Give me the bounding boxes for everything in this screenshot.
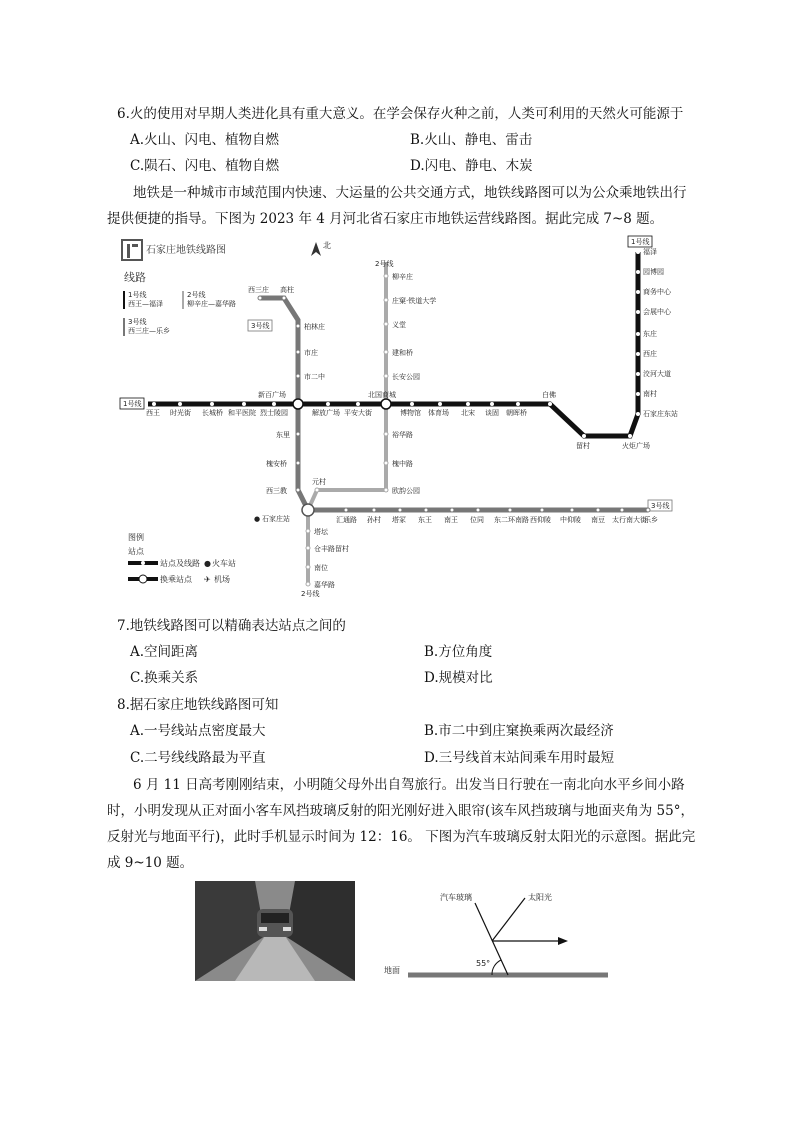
tag-line1-right: 1号线: [631, 238, 650, 246]
station-cangfengluliucun: 仓丰路留村: [314, 545, 349, 553]
legend-airport: 机场: [214, 575, 230, 584]
station-yitang: 义堂: [392, 321, 406, 329]
q8-option-b[interactable]: B.市二中到庄窠换乘两次最经济: [424, 723, 614, 739]
legend-line1-route: 西王—福泽: [128, 300, 163, 308]
q7-option-d[interactable]: D.规模对比: [424, 670, 493, 686]
legend-station: 站点: [128, 547, 144, 556]
station-beiguoshangcheng: 北国商城: [368, 391, 396, 399]
station-xisanzhuang: 西三庄: [248, 286, 269, 294]
station-yuhualu: 裕华路: [392, 431, 413, 439]
station-gaozhu: 高柱: [280, 286, 294, 294]
legend-line1-name: 1号线: [128, 291, 147, 299]
station-pinganstreet: 平安大街: [344, 409, 372, 417]
station-huojuguangchang: 火炬广场: [622, 442, 650, 450]
reflection-diagram: [380, 883, 620, 983]
station-liucun: 留村: [576, 442, 590, 450]
station-yuancun: 元村: [312, 478, 326, 486]
station-shijiazhuangdong: 石家庄东站: [643, 410, 678, 418]
legend-train-station: 火车站: [212, 559, 236, 568]
station-ouyungongyuan: 欧韵公园: [392, 487, 420, 495]
station-jiefangguangchang: 解放广场: [312, 409, 340, 417]
station-tazhong: 塔冢: [392, 516, 406, 524]
q7-option-b[interactable]: B.方位角度: [424, 644, 493, 660]
station-huizhanzhongxin: 会展中心: [643, 308, 671, 316]
north-label: 北: [323, 241, 331, 250]
q6-stem: 6.火的使用对早期人类进化具有重大意义。在学会保存火种之前，人类可利用的天然火可能源于: [117, 106, 684, 122]
label-glass: 汽车玻璃: [440, 893, 472, 902]
station-xisanjiao: 西三教: [266, 487, 287, 495]
label-sunlight: 太阳光: [528, 893, 552, 902]
station-xiaohedadao: 洨河大道: [643, 370, 671, 378]
sunlight-ray: [492, 898, 525, 941]
station-huaianqiao: 槐安桥: [266, 460, 287, 468]
station-yuanboyuan: 园博园: [643, 268, 664, 276]
legend-line3-route: 西三庄—乐乡: [128, 327, 170, 335]
subway-map: [118, 234, 678, 604]
station-nanwang: 南王: [444, 516, 458, 524]
station-shiguangjie: 时光街: [170, 409, 191, 417]
station-huitonglu: 汇通路: [336, 516, 357, 524]
airport-icon: ✈: [204, 575, 211, 584]
north-arrow-icon: [311, 242, 321, 256]
station-taihangnandajie: 太行南大街: [612, 516, 647, 524]
station-tiyuchang: 体育场: [428, 409, 449, 417]
car-photo: [195, 881, 355, 981]
station-dongli: 东里: [276, 431, 290, 439]
station-baifo: 白佛: [542, 391, 556, 399]
map-logo-icon: [122, 240, 142, 260]
legend-transfer: 换乘站点: [160, 575, 192, 584]
station-xiwang: 西王: [146, 409, 160, 417]
station-bowuguan: 博物馆: [400, 409, 421, 417]
tag-line2-top: 2号线: [375, 260, 394, 268]
map-title: 石家庄地铁线路图: [146, 245, 226, 256]
station-shijiazhuangzhan: 石家庄站: [262, 515, 290, 523]
station-dongwang: 东王: [418, 516, 432, 524]
legend-line2-route: 柳辛庄—嘉华路: [187, 300, 236, 308]
lines-heading: 线路: [124, 271, 146, 284]
station-dongzhuang: 东庄: [643, 330, 657, 338]
station-lieshilingyuan: 烈士陵园: [260, 409, 288, 417]
q6-option-c[interactable]: C.陨石、闪电、植物自燃: [130, 158, 280, 174]
q6-option-d[interactable]: D.闪电、静电、木炭: [410, 158, 533, 174]
station-hepingyiyuan: 和平医院: [228, 409, 256, 417]
station-xinbaiguangchang: 新百广场: [258, 391, 286, 399]
station-zhuangke: 庄窠·铁道大学: [392, 297, 437, 305]
legend-line3-name: 3号线: [128, 318, 147, 326]
tag-line2-bottom: 2号线: [301, 590, 320, 598]
q8-option-c[interactable]: C.二号线线路最为平直: [130, 750, 266, 766]
station-chaohuiqiao: 朝晖桥: [506, 409, 527, 417]
transfer-xinbai: [293, 399, 303, 409]
line2-stations: [306, 272, 436, 589]
station-suncun: 孙村: [367, 516, 381, 524]
q8-option-a[interactable]: A.一号线站点密度最大: [130, 723, 266, 739]
label-angle: 55°: [476, 959, 491, 968]
station-tangu: 谈固: [485, 409, 499, 417]
station-shierzhong: 市二中: [304, 373, 325, 381]
station-tatan: 塔坛: [314, 528, 328, 536]
legend-line2-name: 2号线: [187, 291, 206, 299]
station-jianheqiao: 建和桥: [392, 349, 413, 357]
q8-option-d[interactable]: D.三号线首末站间乘车用时最短: [424, 750, 615, 766]
q6-option-b[interactable]: B.火山、静电、雷击: [410, 132, 533, 148]
station-nandou: 南豆: [591, 516, 605, 524]
arrow-head-icon: [558, 937, 568, 945]
station-xiyangling: 西仰陵: [530, 516, 551, 524]
station-changangongyuan: 长安公园: [392, 373, 420, 381]
legend-heading: 图例: [128, 533, 144, 542]
train-station-icon: ●: [254, 515, 261, 523]
station-weitong: 位同: [470, 516, 484, 524]
station-zhongyangling: 中仰陵: [560, 516, 581, 524]
sun-intro: 6 月 11 日高考刚刚结束，小明随父母外出自驾旅行。出发当日行驶在一南北向水平乡间小路时，小明发现从正对面小客车风挡玻璃反射的阳光刚好进入眼帘(该车风挡玻璃与地面夹角为 55°，反射光与地面平行)，此时手机显示时间为 12：16。 下图为汽车玻璃反射太阳光的示意图。据此完成 9~10 题。: [107, 777, 696, 871]
station-liuxinzhuang: 柳辛庄: [392, 273, 413, 281]
q7-option-c[interactable]: C.换乘关系: [130, 670, 199, 686]
station-nanwei: 南位: [314, 564, 328, 572]
station-bolinzhuang: 柏林庄: [304, 323, 325, 331]
station-fuze: 福泽: [643, 248, 657, 256]
q7-stem: 7.地铁线路图可以精确表达站点之间的: [117, 618, 346, 634]
label-ground: 地面: [384, 966, 400, 975]
station-shangwuzhongxin: 商务中心: [643, 288, 671, 296]
tag-line3-right: 3号线: [651, 502, 670, 510]
legend-train-station-icon: ●: [204, 559, 211, 568]
tag-line1-left: 1号线: [123, 400, 142, 408]
q7-option-a[interactable]: A.空间距离: [130, 644, 199, 660]
tag-line3-left: 3号线: [251, 322, 270, 330]
station-xizhuang: 西庄: [643, 350, 657, 358]
station-lexiang: 乐乡: [644, 516, 658, 524]
station-nancun: 南村: [643, 390, 657, 398]
station-jiahualu: 嘉华路: [314, 581, 335, 589]
station-dongerhuannanlu: 东二环南路: [494, 516, 529, 524]
subway-intro: 地铁是一种城市市域范围内快速、大运量的公共交通方式，地铁线路图可以为公众乘地铁出行提供便捷的指导。下图为 2023 年 4 月河北省石家庄市地铁运营线路图。据此完成 7~8 题。: [107, 185, 687, 227]
q6-option-a[interactable]: A.火山、闪电、植物自燃: [130, 132, 280, 148]
transfer-shijiazhuang: [302, 504, 314, 516]
transfer-beiguo: [381, 399, 391, 409]
station-beisong: 北宋: [461, 409, 475, 417]
legend-station-line: 站点及线路: [160, 559, 200, 568]
station-shizhuang: 市庄: [304, 349, 318, 357]
station-huaizhonglu: 槐中路: [392, 460, 413, 468]
q8-stem: 8.据石家庄地铁线路图可知: [117, 697, 279, 713]
station-changchengqiao: 长城桥: [202, 409, 223, 417]
